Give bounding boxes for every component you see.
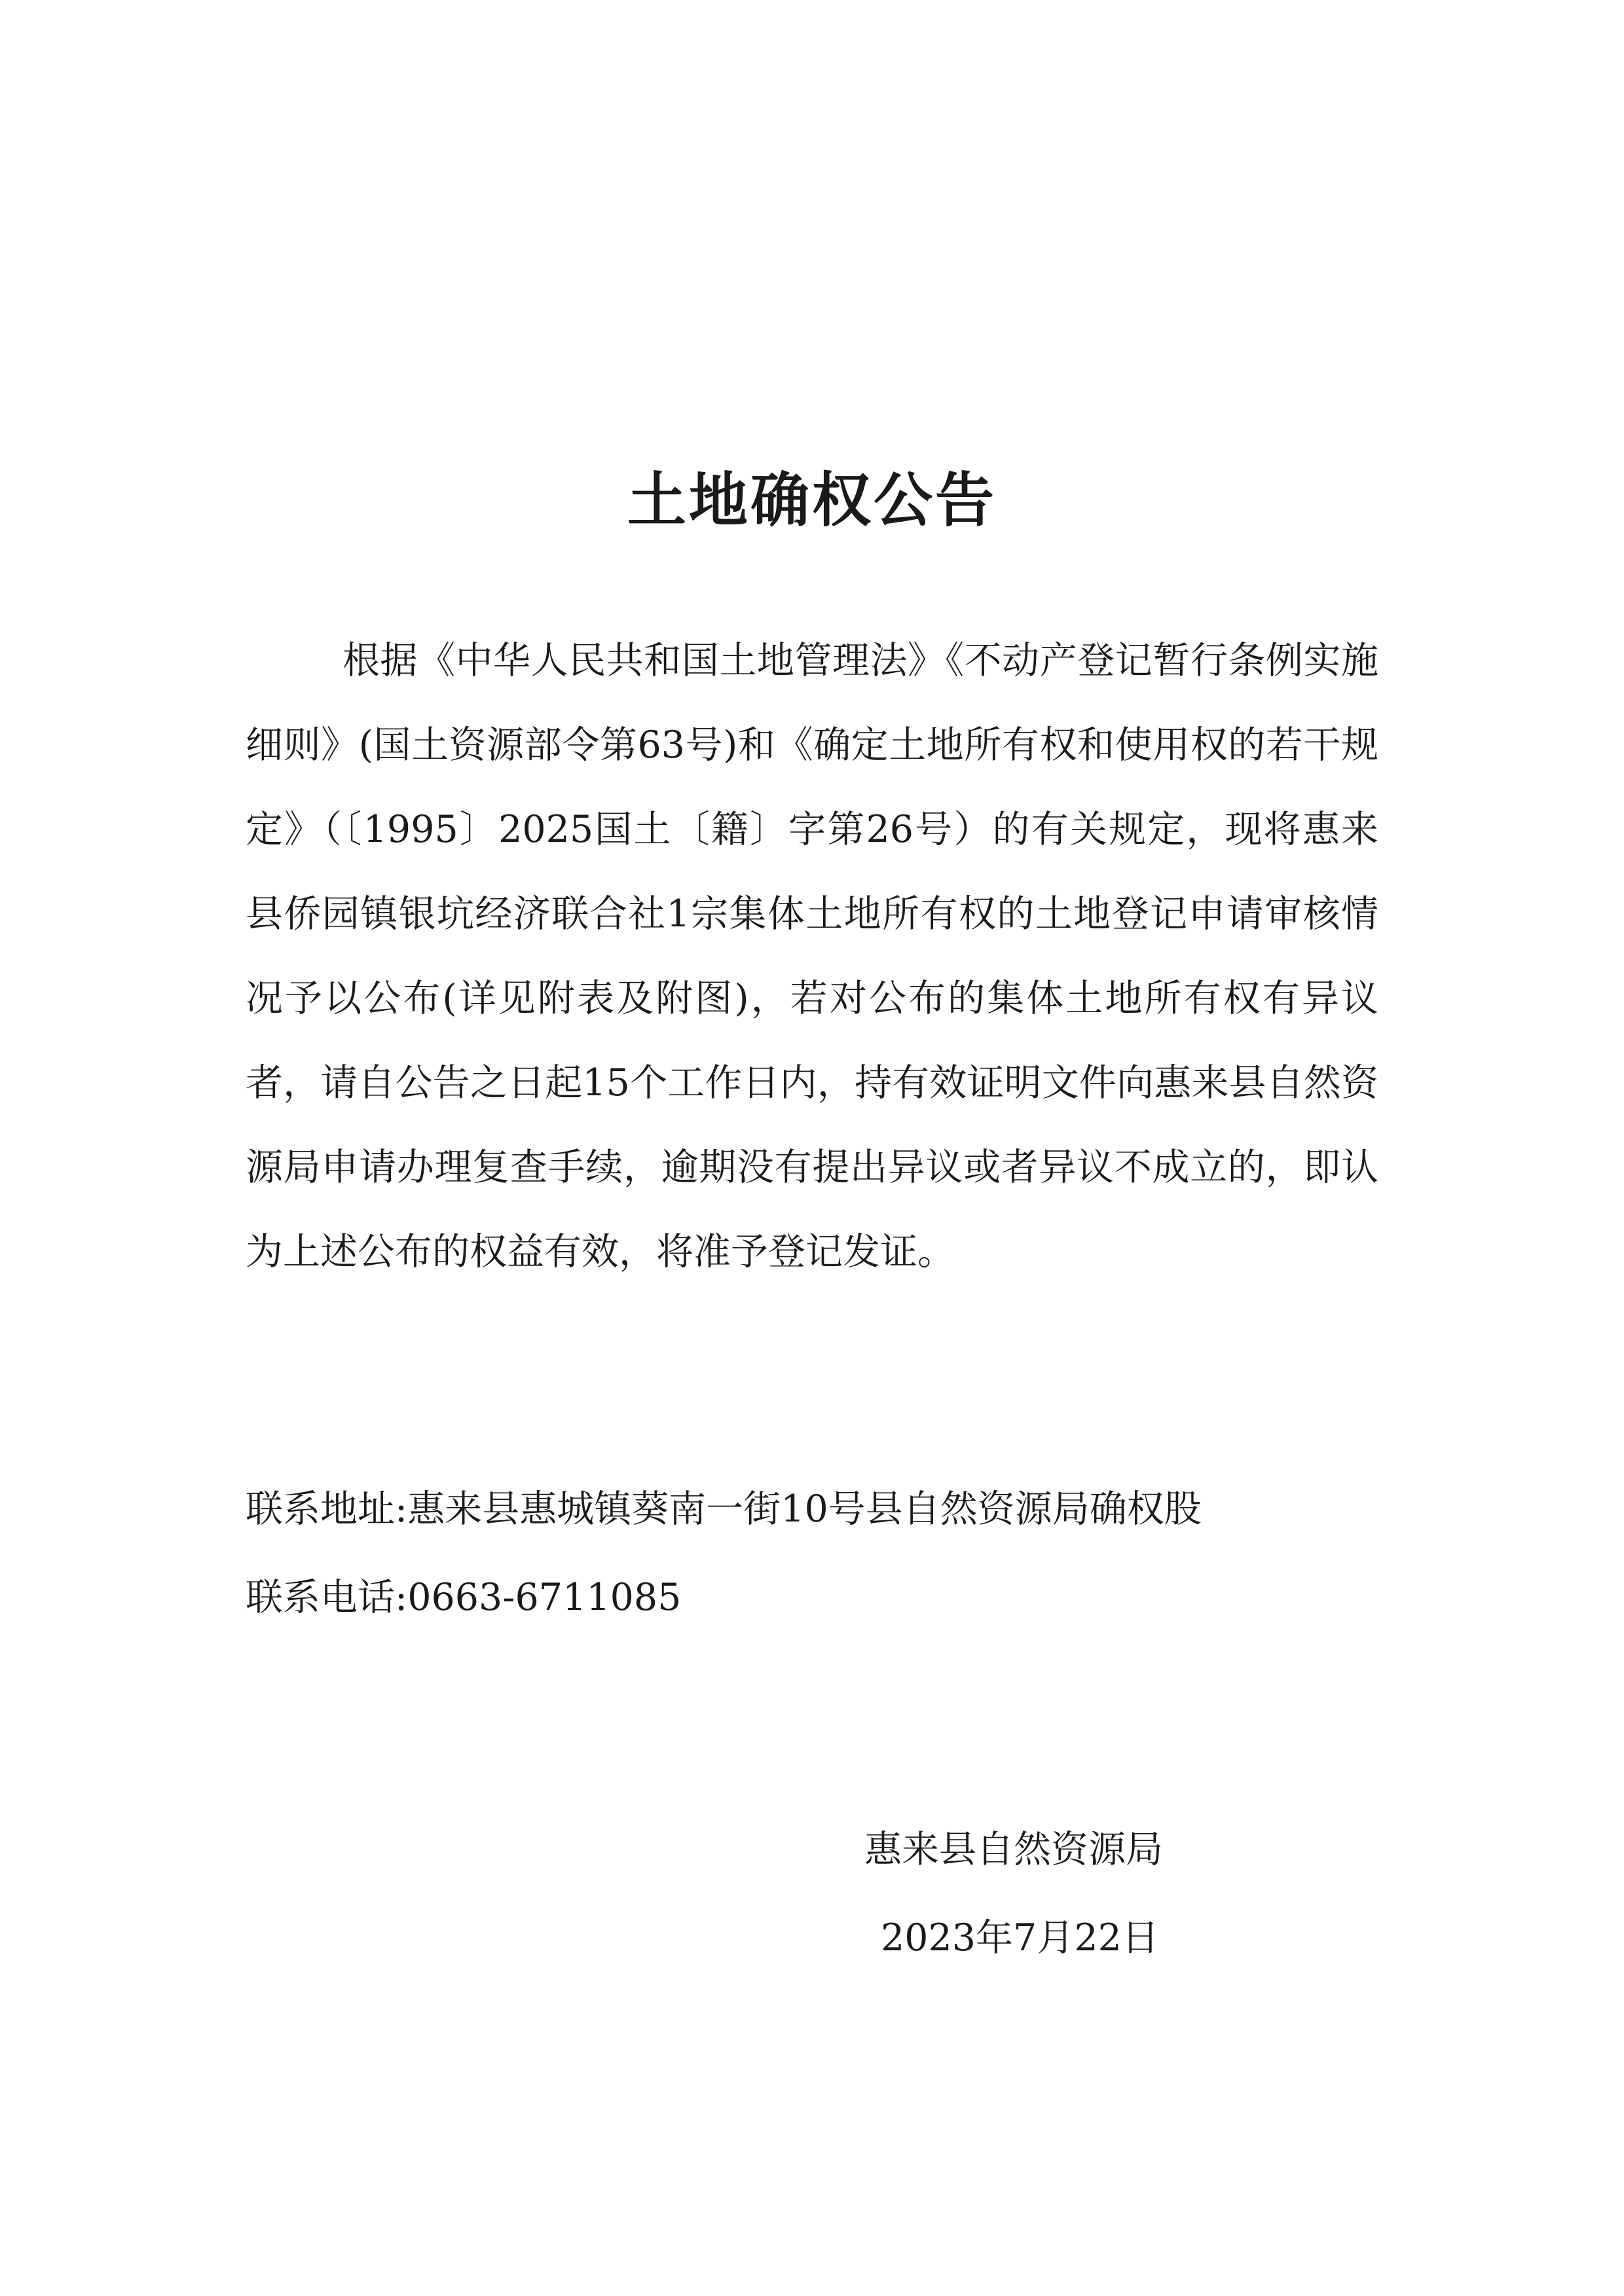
document-title: 土地确权公告 (627, 466, 997, 535)
contact-address: 联系地址:惠来县惠城镇葵南一街10号县自然资源局确权股 (246, 1487, 1202, 1531)
contact-phone: 联系电话:0663-6711085 (246, 1576, 682, 1619)
issuer-name: 惠来县自然资源局 (864, 1828, 1163, 1871)
issue-date: 2023年7月22日 (881, 1916, 1159, 1959)
announcement-body: 根据《中华人民共和国土地管理法》《不动产登记暂行条例实施细则》(国土资源部令第63号)和《确定土地所有权和使用权的若干规定》（〔1995〕2025国土〔籍〕字第26号）的有关规定，现将惠来县侨园镇银坑经济联合社1宗集体土地所有权的土地登记申请审核情况予以公布(详见附表及附图)，若对公布的集体土地所有权有异议者，请自公告之日起15个工作日内，持有效证明文件向惠来县自然资源局申请办理复查手续，逾期没有提出异议或者异议不成立的，即认为上述公布的权益有效，将准予登记发证。 (246, 639, 1378, 1273)
